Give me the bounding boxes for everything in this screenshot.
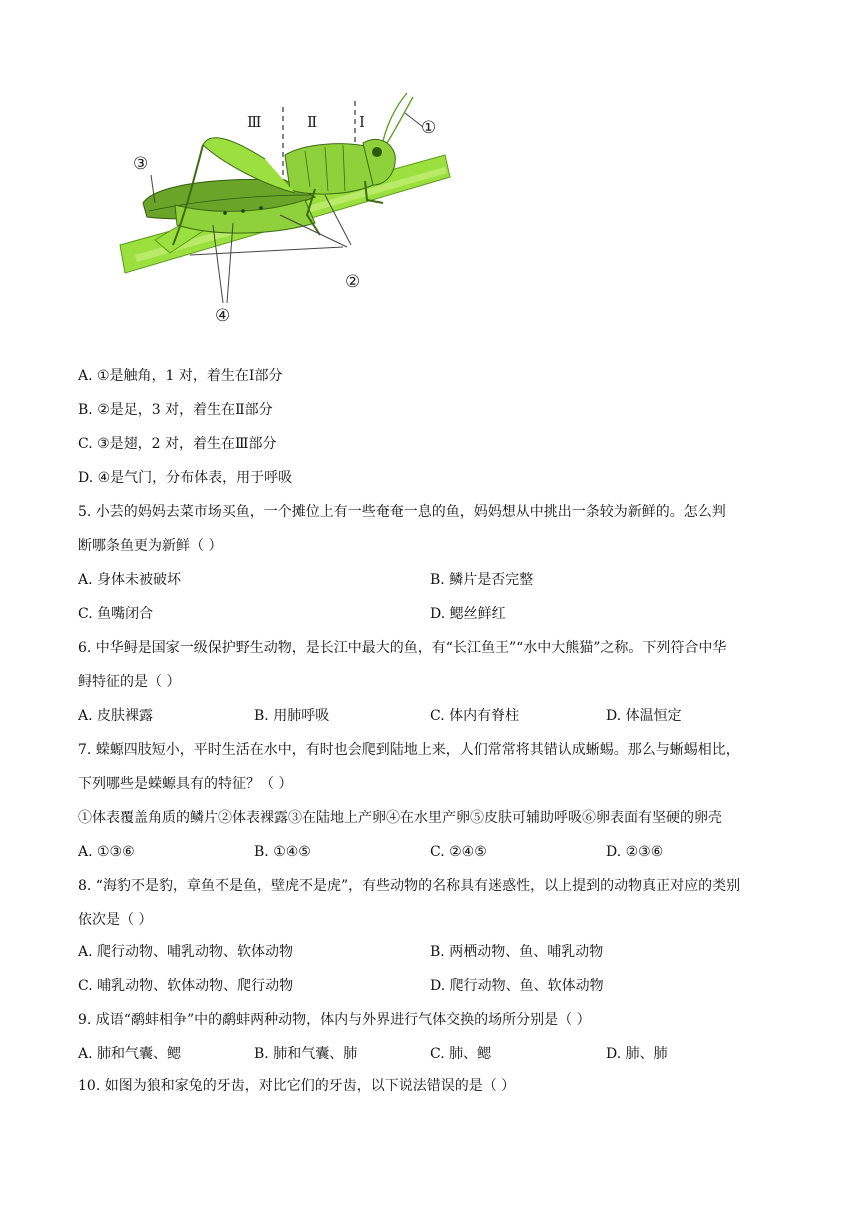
q4-option-d: D. ④是气门，分布体表，用于呼吸 [78, 470, 293, 486]
q6-stem-line-2: 鲟特征的是（ ） [78, 674, 181, 690]
q6-option-c: C. 体内有脊柱 [430, 708, 520, 724]
q8-option-d: D. 爬行动物、鱼、软体动物 [430, 978, 604, 994]
q8-stem-line-2: 依次是（ ） [78, 912, 153, 928]
q7-option-c: C. ②④⑤ [430, 844, 487, 860]
q5-option-d: D. 鳃丝鲜红 [430, 606, 506, 622]
q8-stem-line-1: 8. “海豹不是豹，章鱼不是鱼，壁虎不是虎”，有些动物的名称具有迷惑性，以上提到的动物真正对应的类别 [78, 878, 741, 894]
callout-4: ④ [215, 306, 231, 325]
q6-stem-line-1: 6. 中华鲟是国家一级保护野生动物，是长江中最大的鱼，有“长江鱼王”“水中大熊猫”之称。下列符合中华 [78, 640, 727, 656]
q9-stem: 9. 成语“鹬蚌相争”中的鹬蚌两种动物，体内与外界进行气体交换的场所分别是（ ） [78, 1012, 591, 1028]
q5-stem-line-2: 断哪条鱼更为新鲜（ ） [78, 538, 223, 554]
grasshopper-figure [115, 85, 455, 325]
q5-stem-line-1: 5. 小芸的妈妈去菜市场买鱼，一个摊位上有一些奄奄一息的鱼，妈妈想从中挑出一条较为新鲜的。怎么判 [78, 504, 726, 520]
q5-option-b: B. 鳞片是否完整 [430, 572, 534, 588]
q10-stem: 10. 如图为狼和家兔的牙齿，对比它们的牙齿，以下说法错误的是（ ） [78, 1078, 516, 1094]
q9-option-d: D. 肺、肺 [606, 1046, 668, 1062]
q8-option-c: C. 哺乳动物、软体动物、爬行动物 [78, 978, 294, 994]
callout-2: ② [345, 272, 361, 292]
q4-option-c: C. ③是翅，2 对，着生在Ⅲ部分 [78, 436, 277, 452]
q8-option-a: A. 爬行动物、哺乳动物、软体动物 [78, 944, 294, 960]
q5-option-a: A. 身体未被破坏 [78, 572, 182, 588]
callout-3: ③ [133, 154, 149, 174]
grasshopper-illustration [115, 85, 455, 325]
region-label-2: Ⅱ [307, 113, 318, 131]
region-label-3: Ⅲ [247, 113, 262, 131]
q9-option-c: C. 肺、鳃 [430, 1046, 492, 1062]
q7-feature-list: ①体表覆盖角质的鳞片②体表裸露③在陆地上产卵④在水里产卵⑤皮肤可辅助呼吸⑥卵表面有坚硬的卵壳 [78, 810, 722, 826]
q6-option-d: D. 体温恒定 [606, 708, 682, 724]
grasshopper-body [143, 93, 413, 245]
q4-option-a: A. ①是触角，1 对，着生在Ⅰ部分 [78, 368, 283, 384]
q5-option-c: C. 鱼嘴闭合 [78, 606, 154, 622]
q4-option-b: B. ②是足，3 对，着生在Ⅱ部分 [78, 402, 273, 418]
q7-option-a: A. ①③⑥ [78, 844, 135, 860]
q6-option-a: A. 皮肤裸露 [78, 708, 154, 724]
callout-1: ① [421, 118, 437, 138]
q8-option-b: B. 两栖动物、鱼、哺乳动物 [430, 944, 604, 960]
q7-option-d: D. ②③⑥ [606, 844, 664, 860]
q7-stem-line-1: 7. 蝾螈四肢短小，平时生活在水中，有时也会爬到陆地上来，人们常常将其错认成蜥蜴。那么与蜥蜴相比， [78, 742, 740, 758]
q9-option-b: B. 肺和气囊、肺 [254, 1046, 358, 1062]
q9-option-a: A. 肺和气囊、鳃 [78, 1046, 182, 1062]
q6-option-b: B. 用肺呼吸 [254, 708, 330, 724]
region-label-1: Ⅰ [359, 113, 365, 131]
q7-option-b: B. ①④⑤ [254, 844, 311, 860]
q7-stem-line-2: 下列哪些是蝾螈具有的特征？（ ） [78, 776, 293, 792]
